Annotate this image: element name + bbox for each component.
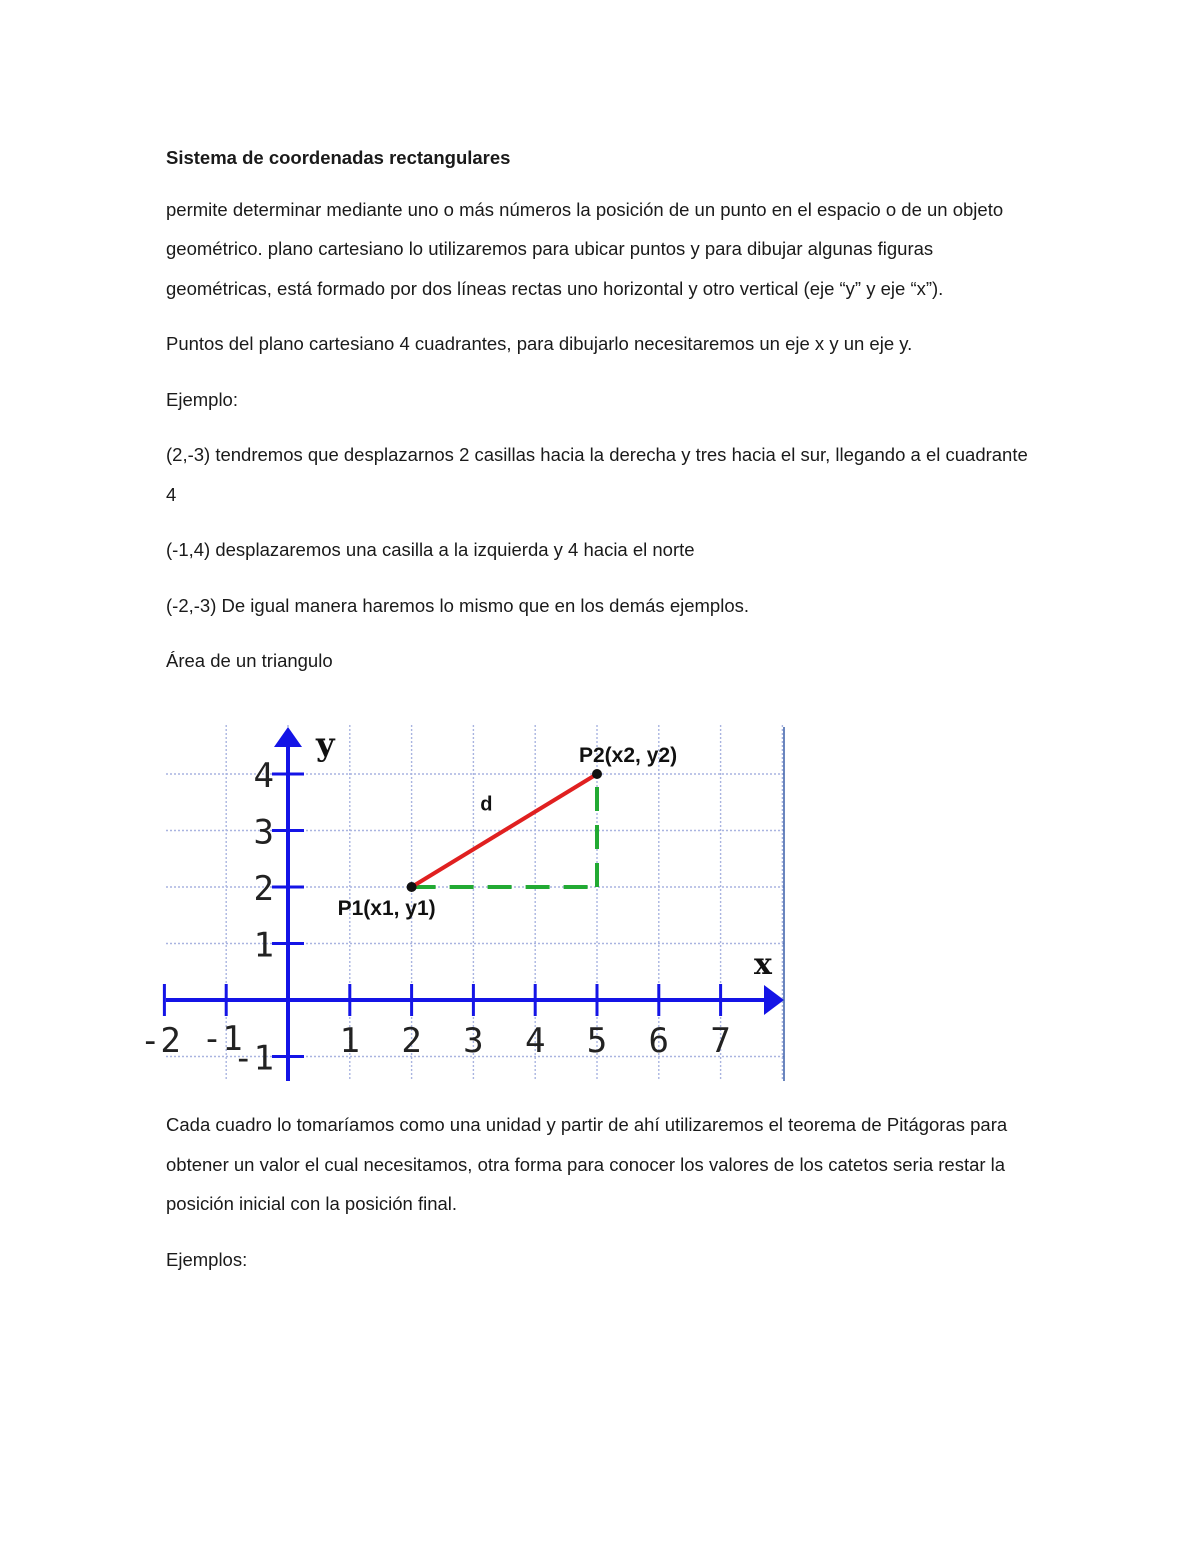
x-tick-label: 7	[710, 1021, 731, 1061]
document-title: Sistema de coordenadas rectangulares	[166, 147, 511, 168]
point-p1-label: P1(x1, y1)	[337, 897, 436, 920]
paragraph-example-2: (-1,4) desplazaremos una casilla a la izquierda y 4 hacia el norte	[166, 539, 695, 560]
x-tick-label: 3	[463, 1021, 484, 1061]
y-tick-label: 2	[253, 869, 274, 909]
y-axis-arrow	[274, 727, 302, 747]
cartesian-plane-figure	[139, 725, 786, 1081]
point-p1	[407, 882, 417, 892]
paragraph-quadrants: Puntos del plano cartesiano 4 cuadrantes, para dibujarlo necesitaremos un eje x y un eje y.	[166, 333, 913, 354]
paragraph-example-3: (-2,-3) De igual manera haremos lo mismo que en los demás ejemplos.	[166, 594, 750, 616]
x-tick-label: 2	[401, 1021, 422, 1061]
x-axis-label: x	[754, 947, 772, 982]
y-tick-label: 1	[253, 925, 274, 966]
x-tick-label: 5	[586, 1021, 608, 1061]
paragraph-example-1: (2,-3) tendremos que desplazarnos 2 casillas hacia la derecha y tres hacia el sur, llegando a el cuadrante 4	[166, 444, 1028, 505]
y-tick-label: 3	[253, 812, 274, 853]
cartesian-plane-svg	[139, 725, 786, 1081]
x-tick-label: 4	[524, 1021, 546, 1061]
x-tick-label: 1	[339, 1021, 361, 1061]
document-body	[166, 138, 1036, 681]
document-body-continued	[166, 1105, 1036, 1279]
axis-ticks	[164, 774, 720, 1057]
paragraph-definition: permite determinar mediante uno o más números la posición de un punto en el espacio o de un objeto geométrico. plano cartesiano lo utilizaremos para ubicar puntos y para dibujar algunas figuras geométricas, está formado por dos líneas rectas uno horizontal y otro vertical (eje “y” y eje “x”).	[166, 198, 1004, 299]
x-axis-arrow	[764, 985, 784, 1015]
point-p2-label: P2(x2, y2)	[579, 744, 678, 767]
x-tick-label: -2	[139, 1021, 181, 1061]
y-tick-label: -1	[233, 1038, 274, 1079]
x-tick-label: -1	[201, 1019, 243, 1059]
paragraph-pythagoras: Cada cuadro lo tomaríamos como una unidad y partir de ahí utilizaremos el teorema de Pitágoras para obtener un valor el cual necesitamos, otra forma para conocer los valores de los catetos seria restar la posición inicial con la posición final.	[166, 1114, 1008, 1214]
point-p2	[592, 769, 602, 779]
paragraph-example-heading: Ejemplo:	[166, 388, 238, 410]
paragraph-triangle-area: Área de un triangulo	[166, 650, 333, 671]
x-tick-label: 6	[648, 1021, 670, 1061]
y-axis-label: y	[316, 725, 335, 763]
distance-label: d	[480, 793, 493, 816]
y-tick-label: 4	[253, 756, 274, 796]
paragraph-examples-heading: Ejemplos:	[166, 1248, 248, 1270]
